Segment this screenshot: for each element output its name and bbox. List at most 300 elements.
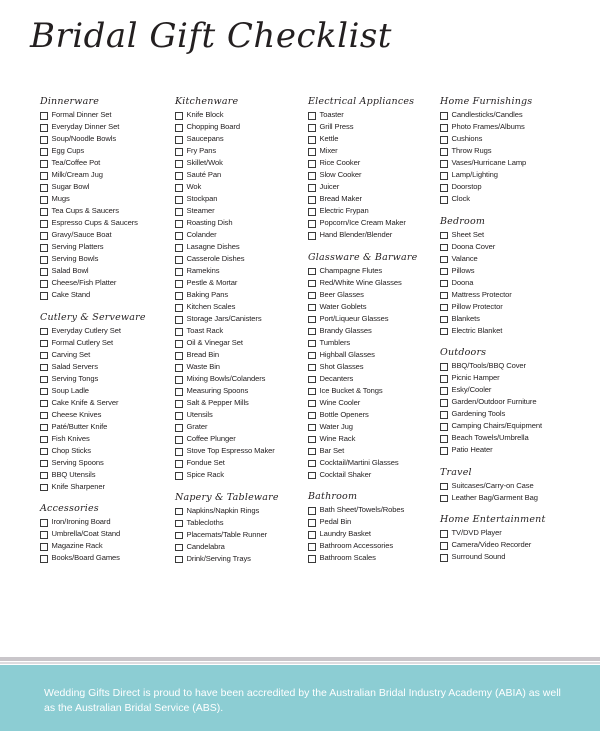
checkbox-icon[interactable] xyxy=(175,376,183,384)
checklist-item[interactable] xyxy=(440,528,592,539)
checkbox-icon[interactable] xyxy=(308,555,316,563)
checkbox-icon[interactable] xyxy=(175,160,183,168)
checklist-item[interactable] xyxy=(440,552,592,563)
checklist-item[interactable] xyxy=(175,410,307,421)
checkbox-icon[interactable] xyxy=(308,364,316,372)
checkbox-icon[interactable] xyxy=(40,256,48,264)
checkbox-icon[interactable] xyxy=(175,436,183,444)
checklist-item[interactable] xyxy=(308,266,442,277)
checklist-item-label: Fondue Set xyxy=(186,458,225,467)
checklist-item[interactable] xyxy=(440,540,592,551)
checklist-section xyxy=(40,96,176,301)
checkbox-icon[interactable] xyxy=(175,460,183,468)
checklist-item[interactable] xyxy=(40,218,176,229)
checklist-item[interactable] xyxy=(40,266,176,277)
checklist-item[interactable] xyxy=(175,422,307,433)
checkbox-icon[interactable] xyxy=(175,316,183,324)
checklist-item[interactable] xyxy=(175,290,307,301)
checkbox-icon[interactable] xyxy=(308,543,316,551)
checklist-item[interactable] xyxy=(40,110,176,121)
checklist-item[interactable] xyxy=(440,278,592,289)
checkbox-icon[interactable] xyxy=(440,316,448,324)
checkbox-icon[interactable] xyxy=(40,460,48,468)
checkbox-icon[interactable] xyxy=(308,412,316,420)
checklist-item[interactable] xyxy=(175,518,307,529)
checklist-item[interactable] xyxy=(308,422,442,433)
checkbox-icon[interactable] xyxy=(308,208,316,216)
checklist-item[interactable] xyxy=(40,529,176,540)
checklist-item[interactable] xyxy=(308,218,442,229)
checkbox-icon[interactable] xyxy=(175,508,183,516)
checkbox-icon[interactable] xyxy=(440,375,448,383)
checkbox-icon[interactable] xyxy=(175,232,183,240)
checklist-item[interactable] xyxy=(308,434,442,445)
checklist-item-label: Champagne Flutes xyxy=(319,265,383,275)
checkbox-icon[interactable] xyxy=(40,328,48,336)
checklist-item[interactable] xyxy=(40,374,176,385)
checkbox-icon[interactable] xyxy=(175,196,183,204)
checkbox-icon[interactable] xyxy=(40,136,48,144)
checklist-item[interactable] xyxy=(175,386,307,397)
checkbox-icon[interactable] xyxy=(308,220,316,228)
checklist-item-label: Vases/Hurricane Lamp xyxy=(451,158,527,167)
checklist-item[interactable] xyxy=(308,374,442,385)
checkbox-icon[interactable] xyxy=(440,148,448,156)
checkbox-icon[interactable] xyxy=(175,268,183,276)
checkbox-icon[interactable] xyxy=(175,256,183,264)
checkbox-icon[interactable] xyxy=(40,424,48,432)
checklist-item[interactable] xyxy=(175,254,307,265)
checklist-item[interactable] xyxy=(175,362,307,373)
checklist-item[interactable] xyxy=(308,170,442,181)
checkbox-icon[interactable] xyxy=(308,304,316,312)
checklist-item[interactable] xyxy=(40,170,176,181)
checkbox-icon[interactable] xyxy=(440,399,448,407)
checkbox-icon[interactable] xyxy=(175,424,183,432)
checklist-item[interactable] xyxy=(308,529,442,540)
checklist-item[interactable] xyxy=(40,386,176,397)
checklist-item-label: Placemats/Table Runner xyxy=(186,529,268,539)
checkbox-icon[interactable] xyxy=(175,136,183,144)
checkbox-icon[interactable] xyxy=(40,376,48,384)
checkbox-icon[interactable] xyxy=(440,136,448,144)
checklist-item[interactable] xyxy=(175,314,307,325)
checklist-item[interactable] xyxy=(308,505,442,516)
checklist-item[interactable] xyxy=(175,374,307,385)
checklist-section xyxy=(175,96,307,481)
checklist-item[interactable] xyxy=(40,434,176,445)
checklist-item[interactable] xyxy=(40,410,176,421)
checklist-item[interactable] xyxy=(440,302,592,313)
checklist-item[interactable] xyxy=(440,481,592,492)
checkbox-icon[interactable] xyxy=(175,124,183,132)
checklist-item-label: Hand Blender/Blender xyxy=(319,230,393,239)
checkbox-icon[interactable] xyxy=(308,112,316,120)
checkbox-icon[interactable] xyxy=(308,232,316,240)
checklist-item[interactable] xyxy=(308,194,442,205)
checklist-item[interactable] xyxy=(175,266,307,277)
checklist-item[interactable] xyxy=(40,458,176,469)
checkbox-icon[interactable] xyxy=(308,352,316,360)
checklist-item[interactable] xyxy=(308,458,442,469)
checkbox-icon[interactable] xyxy=(308,376,316,384)
checklist-item[interactable] xyxy=(175,122,307,133)
checkbox-icon[interactable] xyxy=(175,556,183,564)
checklist-item[interactable] xyxy=(308,110,442,121)
checklist-item[interactable] xyxy=(175,170,307,181)
section-heading: Travel xyxy=(440,466,472,478)
checkbox-icon[interactable] xyxy=(175,412,183,420)
checklist-item[interactable] xyxy=(440,397,592,408)
checkbox-icon[interactable] xyxy=(40,280,48,288)
checklist-section xyxy=(440,467,592,504)
checklist-item[interactable] xyxy=(308,122,442,133)
checklist-item[interactable] xyxy=(40,194,176,205)
section-heading: Accessories xyxy=(40,503,99,514)
checklist-item-label: Wine Rack xyxy=(319,433,356,443)
checkbox-icon[interactable] xyxy=(40,232,48,240)
checkbox-icon[interactable] xyxy=(40,555,48,563)
checklist-item[interactable] xyxy=(440,194,592,205)
checklist-item[interactable] xyxy=(440,134,592,145)
checklist-item[interactable] xyxy=(40,553,176,564)
checkbox-icon[interactable] xyxy=(175,544,183,552)
checkbox-icon[interactable] xyxy=(308,519,316,527)
checklist-item[interactable] xyxy=(308,350,442,361)
checklist-item[interactable] xyxy=(308,470,442,481)
checkbox-icon[interactable] xyxy=(175,400,183,408)
checkbox-icon[interactable] xyxy=(175,364,183,372)
checkbox-icon[interactable] xyxy=(40,208,48,216)
checklist-item[interactable] xyxy=(308,362,442,373)
checkbox-icon[interactable] xyxy=(440,184,448,192)
checklist-item[interactable] xyxy=(308,290,442,301)
checkbox-icon[interactable] xyxy=(308,160,316,168)
checkbox-icon[interactable] xyxy=(440,292,448,300)
checkbox-icon[interactable] xyxy=(440,363,448,371)
checklist-item[interactable] xyxy=(308,386,442,397)
checkbox-icon[interactable] xyxy=(440,172,448,180)
checklist-section xyxy=(440,347,592,456)
checklist-item[interactable] xyxy=(175,230,307,241)
checklist-item[interactable] xyxy=(40,326,176,337)
checklist-item[interactable] xyxy=(175,146,307,157)
checklist-item-label: Formal Dinner Set xyxy=(51,110,112,119)
checklist-item[interactable] xyxy=(175,506,307,517)
checkbox-icon[interactable] xyxy=(440,411,448,419)
checklist-item[interactable] xyxy=(40,338,176,349)
checklist-item[interactable] xyxy=(308,541,442,552)
checkbox-icon[interactable] xyxy=(308,184,316,192)
checkbox-icon[interactable] xyxy=(175,244,183,252)
checklist-item[interactable] xyxy=(308,206,442,217)
checklist-item[interactable] xyxy=(40,158,176,169)
checklist-section xyxy=(440,514,592,563)
checklist-item[interactable] xyxy=(308,410,442,421)
checklist-item[interactable] xyxy=(308,278,442,289)
checkbox-icon[interactable] xyxy=(308,328,316,336)
checkbox-icon[interactable] xyxy=(308,448,316,456)
checkbox-icon[interactable] xyxy=(40,112,48,120)
checklist-item[interactable] xyxy=(440,290,592,301)
checklist-item[interactable] xyxy=(175,434,307,445)
checklist-item[interactable] xyxy=(308,182,442,193)
checkbox-icon[interactable] xyxy=(308,472,316,480)
checkbox-icon[interactable] xyxy=(40,543,48,551)
checklist-item[interactable] xyxy=(175,182,307,193)
checklist-item[interactable] xyxy=(308,326,442,337)
checklist-item[interactable] xyxy=(440,421,592,432)
checkbox-icon[interactable] xyxy=(440,447,448,455)
checklist-item[interactable] xyxy=(440,385,592,396)
section-heading: Bedroom xyxy=(440,215,486,227)
checkbox-icon[interactable] xyxy=(40,292,48,300)
checkbox-icon[interactable] xyxy=(308,148,316,156)
checklist-item[interactable] xyxy=(40,446,176,457)
checkbox-icon[interactable] xyxy=(40,172,48,180)
checkbox-icon[interactable] xyxy=(440,304,448,312)
checklist-item[interactable] xyxy=(40,146,176,157)
checkbox-icon[interactable] xyxy=(40,352,48,360)
checklist-item[interactable] xyxy=(40,350,176,361)
checkbox-icon[interactable] xyxy=(175,352,183,360)
checkbox-icon[interactable] xyxy=(175,472,183,480)
checklist-item[interactable] xyxy=(175,134,307,145)
checklist-item-label: Brandy Glasses xyxy=(319,325,372,335)
checkbox-icon[interactable] xyxy=(40,484,48,492)
checklist-item[interactable] xyxy=(175,194,307,205)
checklist-item[interactable] xyxy=(40,517,176,528)
checklist-item[interactable] xyxy=(40,278,176,289)
checkbox-icon[interactable] xyxy=(40,220,48,228)
checkbox-icon[interactable] xyxy=(40,196,48,204)
checkbox-icon[interactable] xyxy=(40,184,48,192)
checkbox-icon[interactable] xyxy=(440,435,448,443)
checkbox-icon[interactable] xyxy=(175,304,183,312)
checkbox-icon[interactable] xyxy=(40,340,48,348)
checklist-item[interactable] xyxy=(440,122,592,133)
checklist-item-label: Serving Platters xyxy=(51,242,104,251)
checklist-item[interactable] xyxy=(40,206,176,217)
checklist-item[interactable] xyxy=(440,361,592,372)
checklist-item[interactable] xyxy=(40,134,176,145)
checkbox-icon[interactable] xyxy=(40,364,48,372)
checklist-item-label: Cake Knife & Server xyxy=(51,397,119,407)
checklist-item[interactable] xyxy=(175,350,307,361)
checkbox-icon[interactable] xyxy=(40,160,48,168)
checkbox-icon[interactable] xyxy=(175,292,183,300)
checklist-item[interactable] xyxy=(440,433,592,444)
checklist-item[interactable] xyxy=(308,230,442,241)
checklist-item[interactable] xyxy=(175,302,307,313)
checkbox-icon[interactable] xyxy=(440,542,448,550)
checkbox-icon[interactable] xyxy=(40,436,48,444)
checklist-item[interactable] xyxy=(440,242,592,253)
checklist-item[interactable] xyxy=(440,254,592,265)
checkbox-icon[interactable] xyxy=(175,172,183,180)
checklist-item[interactable] xyxy=(40,242,176,253)
checkbox-icon[interactable] xyxy=(175,220,183,228)
checklist-item-label: Spice Rack xyxy=(186,470,224,479)
section-heading: Kitchenware xyxy=(175,96,239,107)
checkbox-icon[interactable] xyxy=(308,136,316,144)
checklist-item-label: Iron/Ironing Board xyxy=(51,517,111,526)
checkbox-icon[interactable] xyxy=(308,531,316,539)
checklist-item[interactable] xyxy=(40,254,176,265)
checklist-item[interactable] xyxy=(175,338,307,349)
checkbox-icon[interactable] xyxy=(440,160,448,168)
checklist-item[interactable] xyxy=(175,110,307,121)
checkbox-icon[interactable] xyxy=(308,316,316,324)
checkbox-icon[interactable] xyxy=(175,148,183,156)
checkbox-icon[interactable] xyxy=(175,280,183,288)
checklist-item[interactable] xyxy=(440,146,592,157)
checkbox-icon[interactable] xyxy=(175,448,183,456)
checklist-item-label: Tumblers xyxy=(319,337,351,347)
checkbox-icon[interactable] xyxy=(175,532,183,540)
checkbox-icon[interactable] xyxy=(40,124,48,132)
checkbox-icon[interactable] xyxy=(308,507,316,515)
checkbox-icon[interactable] xyxy=(308,172,316,180)
checklist-item[interactable] xyxy=(40,470,176,481)
checkbox-icon[interactable] xyxy=(40,388,48,396)
checklist-item[interactable] xyxy=(440,110,592,121)
checklist-item[interactable] xyxy=(308,517,442,528)
checklist-item[interactable] xyxy=(175,398,307,409)
checklist-item[interactable] xyxy=(440,182,592,193)
checkbox-icon[interactable] xyxy=(440,483,448,491)
checklist-item[interactable] xyxy=(440,326,592,337)
checkbox-icon[interactable] xyxy=(440,112,448,120)
checkbox-icon[interactable] xyxy=(40,412,48,420)
checkbox-icon[interactable] xyxy=(40,244,48,252)
checkbox-icon[interactable] xyxy=(308,292,316,300)
checklist-item[interactable] xyxy=(308,302,442,313)
checklist-item[interactable] xyxy=(40,230,176,241)
checklist-item[interactable] xyxy=(440,373,592,384)
checklist-item[interactable] xyxy=(308,398,442,409)
checklist-item[interactable] xyxy=(175,554,307,565)
checkbox-icon[interactable] xyxy=(308,436,316,444)
checklist-item[interactable] xyxy=(175,326,307,337)
checkbox-icon[interactable] xyxy=(440,530,448,538)
checkbox-icon[interactable] xyxy=(440,268,448,276)
checkbox-icon[interactable] xyxy=(175,112,183,120)
checklist-item[interactable] xyxy=(440,170,592,181)
checklist-item[interactable] xyxy=(308,134,442,145)
checklist-item[interactable] xyxy=(40,482,176,493)
checklist-item[interactable] xyxy=(308,146,442,157)
checklist-item-label: Everyday Dinner Set xyxy=(51,122,120,131)
checkbox-icon[interactable] xyxy=(440,280,448,288)
checkbox-icon[interactable] xyxy=(308,460,316,468)
checklist-item[interactable] xyxy=(175,458,307,469)
checkbox-icon[interactable] xyxy=(440,232,448,240)
checkbox-icon[interactable] xyxy=(308,124,316,132)
checklist-item-label: Milk/Cream Jug xyxy=(51,170,103,179)
checkbox-icon[interactable] xyxy=(440,423,448,431)
checklist-item[interactable] xyxy=(308,314,442,325)
checklist-item[interactable] xyxy=(40,422,176,433)
checklist-item[interactable] xyxy=(40,541,176,552)
checklist-item[interactable] xyxy=(308,553,442,564)
checklist-item[interactable] xyxy=(40,122,176,133)
checklist-item-label: Kettle xyxy=(319,134,339,143)
checklist-item[interactable] xyxy=(440,314,592,325)
checkbox-icon[interactable] xyxy=(440,328,448,336)
checklist-item[interactable] xyxy=(308,158,442,169)
checkbox-icon[interactable] xyxy=(308,340,316,348)
checkbox-icon[interactable] xyxy=(175,184,183,192)
checklist-item-label: Toast Rack xyxy=(186,326,224,335)
checklist-item[interactable] xyxy=(440,266,592,277)
checklist-item[interactable] xyxy=(175,218,307,229)
checkbox-icon[interactable] xyxy=(308,280,316,288)
checklist-item[interactable] xyxy=(440,158,592,169)
checkbox-icon[interactable] xyxy=(440,387,448,395)
checklist-item[interactable] xyxy=(175,158,307,169)
checkbox-icon[interactable] xyxy=(40,148,48,156)
checkbox-icon[interactable] xyxy=(40,448,48,456)
checklist-item[interactable] xyxy=(175,446,307,457)
checkbox-icon[interactable] xyxy=(175,340,183,348)
checklist-item[interactable] xyxy=(40,398,176,409)
checkbox-icon[interactable] xyxy=(440,256,448,264)
checklist-item[interactable] xyxy=(440,409,592,420)
checklist-item-label: Gardening Tools xyxy=(451,409,506,418)
checklist-item[interactable] xyxy=(440,445,592,456)
checkbox-icon[interactable] xyxy=(308,196,316,204)
checkbox-icon[interactable] xyxy=(40,531,48,539)
checkbox-icon[interactable] xyxy=(440,244,448,252)
checklist-item-label: Suitcases/Carry-on Case xyxy=(451,480,534,490)
checkbox-icon[interactable] xyxy=(308,424,316,432)
checklist-item[interactable] xyxy=(175,470,307,481)
checklist-item[interactable] xyxy=(175,242,307,253)
checklist-item[interactable] xyxy=(308,446,442,457)
checklist-item[interactable] xyxy=(440,493,592,504)
checkbox-icon[interactable] xyxy=(40,472,48,480)
checkbox-icon[interactable] xyxy=(308,268,316,276)
checklist-item-label: Napkins/Napkin Rings xyxy=(186,505,260,515)
checkbox-icon[interactable] xyxy=(440,196,448,204)
checklist-item-label: Egg Cups xyxy=(51,146,85,155)
checkbox-icon[interactable] xyxy=(440,124,448,132)
checkbox-icon[interactable] xyxy=(440,554,448,562)
checklist-item[interactable] xyxy=(175,530,307,541)
checklist-item[interactable] xyxy=(175,542,307,553)
checklist-item[interactable] xyxy=(308,338,442,349)
checkbox-icon[interactable] xyxy=(175,208,183,216)
checklist-item[interactable] xyxy=(175,278,307,289)
checklist-item[interactable] xyxy=(440,230,592,241)
checklist-item[interactable] xyxy=(40,362,176,373)
checklist-item-label: Everyday Cutlery Set xyxy=(51,325,121,335)
checkbox-icon[interactable] xyxy=(175,328,183,336)
checklist-item[interactable] xyxy=(40,290,176,301)
checkbox-icon[interactable] xyxy=(175,520,183,528)
checkbox-icon[interactable] xyxy=(308,388,316,396)
checklist-item-label: Wok xyxy=(186,182,202,191)
checkbox-icon[interactable] xyxy=(40,519,48,527)
checklist-item[interactable] xyxy=(40,182,176,193)
checkbox-icon[interactable] xyxy=(40,400,48,408)
checklist-item[interactable] xyxy=(175,206,307,217)
checkbox-icon[interactable] xyxy=(175,388,183,396)
checkbox-icon[interactable] xyxy=(440,495,448,503)
checkbox-icon[interactable] xyxy=(40,268,48,276)
checkbox-icon[interactable] xyxy=(308,400,316,408)
